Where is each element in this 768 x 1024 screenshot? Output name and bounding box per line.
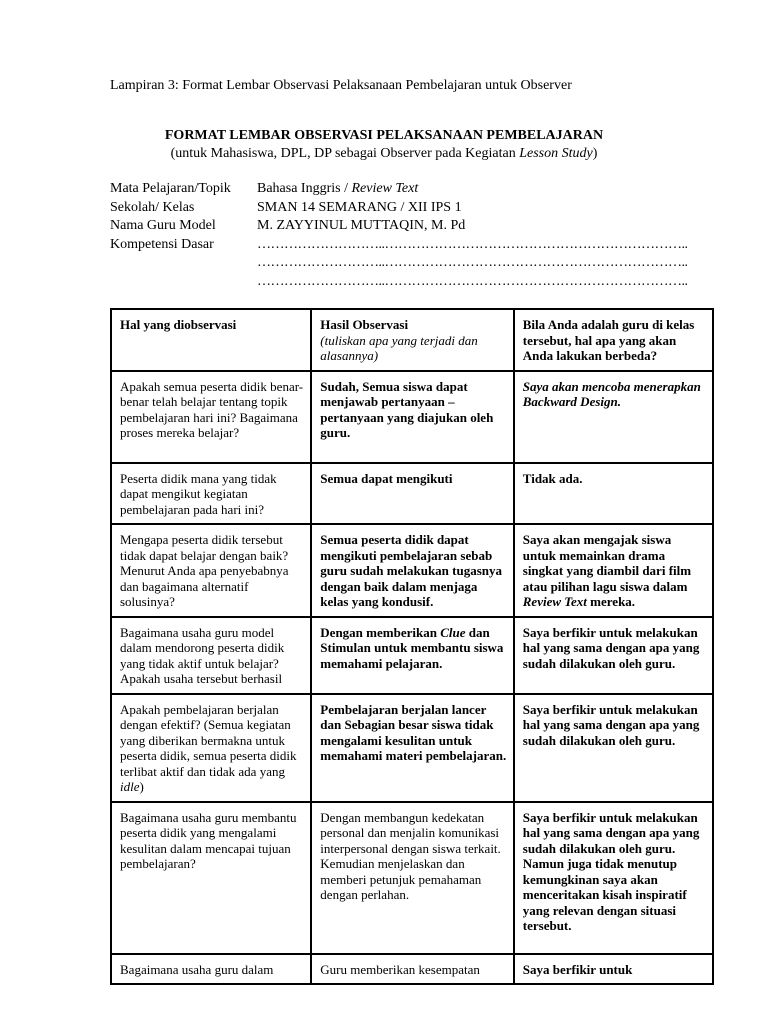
info-row-school xyxy=(110,199,688,218)
table-row xyxy=(111,463,713,525)
row-action: Saya berfikir untuk xyxy=(514,954,713,985)
subtitle-prefix: (untuk Mahasiswa, DPL, DP sebagai Observer pada Kegiatan xyxy=(170,146,520,161)
row-action: Saya akan mencoba menerapkan Backward Design. xyxy=(514,371,713,463)
row-question: Apakah semua peserta didik benar-benar telah belajar tentang topik pembelajaran hari ini? Bagaimana proses mereka belajar? xyxy=(111,371,311,463)
school-value: SMAN 14 SEMARANG / XII IPS 1 xyxy=(257,199,462,215)
row-result-text: Dengan memberikan xyxy=(320,624,441,640)
appendix-title: Lampiran 3: Format Lembar Observasi Pelaksanaan Pembelajaran untuk Observer xyxy=(110,78,572,93)
row-result: Guru memberikan kesempatan xyxy=(311,954,513,985)
row-action-text: Saya akan mengajak siswa untuk memainkan drama singkat yang diambil dari film atau pilihan lagu siswa dalam xyxy=(522,532,692,594)
observation-table xyxy=(110,308,714,985)
row-action: Tidak ada. xyxy=(514,463,713,525)
row-result: Sudah, Semua siswa dapat menjawab pertanyaan – pertanyaan yang diajukan oleh guru. xyxy=(311,371,513,463)
row-action-suffix: mereka. xyxy=(586,594,636,609)
subject-value-italic: Review Text xyxy=(351,181,419,196)
header-result-main: Hasil Observasi xyxy=(320,317,409,332)
row-question: Peserta didik mana yang tidak dapat mengikut kegiatan pembelajaran pada hari ini? xyxy=(111,463,311,525)
row-question: Mengapa peserta didik tersebut tidak dapat belajar dengan baik? Menurut Anda apa penyebabnya dan bagaimana alternatif solusinya? xyxy=(111,524,311,617)
row-question-suffix: ) xyxy=(139,779,144,794)
school-label: Sekolah/ Kelas xyxy=(110,199,195,215)
teacher-label: Nama Guru Model xyxy=(110,218,216,233)
row-result: Semua dapat mengikuti xyxy=(311,463,513,525)
row-question: Bagaimana usaha guru membantu peserta didik yang mengalami kesulitan dalam mencapai tujuan pembelajaran? xyxy=(111,802,311,954)
row-result: Dengan membangun kedekatan personal dan menjalin komunikasi interpersonal dengan siswa terkait. Kemudian menjelaskan dan memberi petunjuk pemahaman dengan perlahan. xyxy=(311,802,513,954)
row-action-italic: Review Text xyxy=(522,594,587,609)
header-result-note: (tuliskan apa yang terjadi dan alasannya) xyxy=(320,332,478,363)
table-row xyxy=(111,617,713,694)
teacher-value: M. ZAYYINUL MUTTAQIN, M. Pd xyxy=(257,218,466,233)
competency-dots-3: ………………………..………………………………………………………….. xyxy=(257,273,688,289)
competency-label: Kompetensi Dasar xyxy=(110,236,214,252)
row-result-italic: Clue xyxy=(440,624,466,640)
subject-value-text: Bahasa Inggris / xyxy=(257,181,352,196)
info-spacer xyxy=(110,273,257,292)
row-question-italic: idle xyxy=(120,779,140,794)
row-result xyxy=(311,617,513,694)
table-row xyxy=(111,371,713,463)
table-row xyxy=(111,802,713,954)
subject-value xyxy=(257,180,418,199)
header-different-action: Bila Anda adalah guru di kelas tersebut, hal apa yang akan Anda lakukan berbeda? xyxy=(514,309,713,371)
row-question: Bagaimana usaha guru model dalam mendorong peserta didik yang tidak aktif untuk belajar? Apakah usaha tersebut berhasil xyxy=(111,617,311,694)
row-result: Pembelajaran berjalan lancer dan Sebagian besar siswa tidak mengalami kesulitan untuk memahami materi pembelajaran. xyxy=(311,694,513,802)
row-result: Semua peserta didik dapat mengikuti pembelajaran sebab guru sudah melakukan tugasnya dengan baik dalam menjaga kelas yang kondusif. xyxy=(311,524,513,617)
row-action: Saya berfikir untuk melakukan hal yang sama dengan apa yang sudah dilakukan oleh guru. xyxy=(514,694,713,802)
info-row-dots-2 xyxy=(110,254,688,273)
header-observed-item: Hal yang diobservasi xyxy=(111,309,311,371)
row-action: Saya berfikir untuk melakukan hal yang sama dengan apa yang sudah dilakukan oleh guru. xyxy=(514,617,713,694)
form-subtitle xyxy=(0,146,768,162)
info-row-subject xyxy=(110,180,688,199)
subtitle-italic: Lesson Study xyxy=(519,146,593,161)
table-row xyxy=(111,954,713,985)
info-row-competency xyxy=(110,236,688,255)
info-row-teacher xyxy=(110,217,688,236)
row-result-suffix: dan Stimulan untuk membantu siswa memahami pelajaran. xyxy=(320,624,504,671)
row-question-text: Apakah pembelajaran berjalan dengan efektif? (Semua kegiatan yang diberikan bermakna untuk peserta didik, semua peserta didik terlibat aktif dan tidak ada yang xyxy=(120,701,297,779)
table-row xyxy=(111,694,713,802)
row-question: Bagaimana usaha guru dalam xyxy=(111,954,311,985)
table-row xyxy=(111,524,713,617)
competency-dots-1: ………………………..………………………………………………………….. xyxy=(257,236,688,252)
row-question xyxy=(111,694,311,802)
row-action xyxy=(514,524,713,617)
info-row-dots-3 xyxy=(110,273,688,292)
form-title: FORMAT LEMBAR OBSERVASI PELAKSANAAN PEMBELAJARAN xyxy=(164,128,604,143)
row-action: Saya berfikir untuk melakukan hal yang sama dengan apa yang sudah dilakukan oleh guru. Namun juga tidak menutup kemungkinan saya akan menceritakan kisah inspiratif yang relevan dengan situasi tersebut. xyxy=(514,802,713,954)
info-spacer xyxy=(110,254,257,273)
competency-dots-2: ………………………..………………………………………………………….. xyxy=(257,255,688,270)
subtitle-suffix: ) xyxy=(592,146,598,161)
info-block xyxy=(110,180,688,291)
subject-label: Mata Pelajaran/Topik xyxy=(110,181,231,196)
table-header-row xyxy=(111,309,713,371)
header-observation-result xyxy=(311,309,513,371)
